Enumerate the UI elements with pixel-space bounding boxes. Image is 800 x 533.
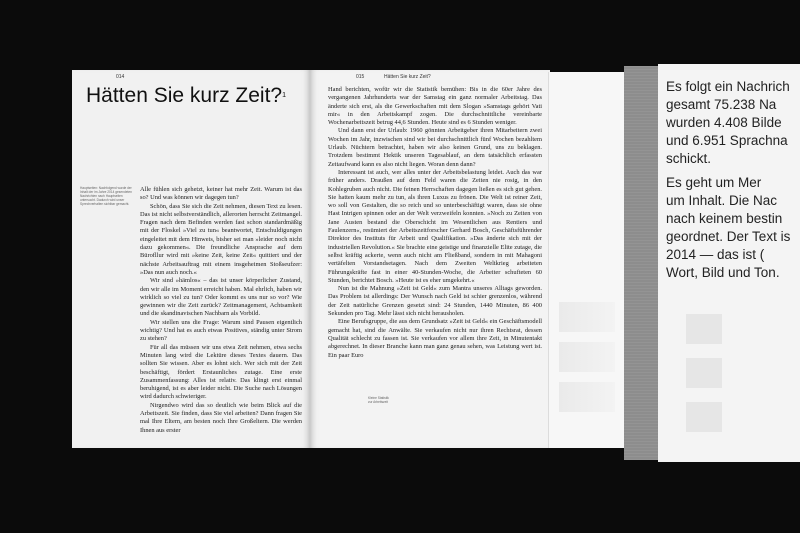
far-line: Es folgt ein Nachrich xyxy=(666,79,790,94)
paragraph: Alle fühlen sich gehetzt, keiner hat mehr Zeit. Warum ist das so? Und was können wir dagegen tun? xyxy=(140,186,302,202)
article-title-text: Hätten Sie kurz Zeit? xyxy=(86,84,283,107)
paragraph: Eine Berufsgruppe, die aus dem Grundsatz »Zeit ist Geld« ein Geschäftsmodell gemacht hat, sind die Anwälte. Sie verkaufen nicht nur ihren Rechtsrat, dessen Qualität schlecht zu fassen ist. Sie verkaufen vor allem ihre Zeit, in Minutentakt abgerechnet. In dieser Branche kann man ganz genau sehen, was Leistung wert ist. Ein paar Euro xyxy=(328,318,542,359)
paragraph: Wir sind »hämlos« – das ist unser körperlicher Zustand, den wir alle im Moment erreicht haben. Mal ehrlich, haben wir wirklich so viel zu tun? Oder kommt es uns nur so vor? Wie gewinnen wir die Zeit zurück? Zeitmanagement, Achtsamkeit und die skandinavischen Nachbarn als Vorbild. xyxy=(140,277,302,318)
far-block xyxy=(686,314,722,344)
far-line: geordnet. Der Text is xyxy=(666,229,791,244)
far-line: und 6.951 Sprachna xyxy=(666,133,788,148)
left-page xyxy=(72,70,310,448)
far-line: schickt. xyxy=(666,151,712,166)
left-body-column xyxy=(140,186,302,435)
strip-block xyxy=(559,382,615,412)
far-block xyxy=(686,358,722,388)
paragraph: Schön, dass Sie sich die Zeit nehmen, diesen Text zu lesen. Das ist nicht selbstverständlich, allerorten herrscht Zeitmangel. Fragen nach dem Befinden werden fast schon standardmäßig mit der Floskel »Viel zu tun« beantwortet, Entschuldigungen eingeleitet mit dem Hinweis, bisher sei man »leider noch nicht dazu gekommen«. Die freundliche Ansprache auf dem Bürofllur wird mit »keine Zeit, keine Zeit« quittiert und der nächste Arbeitsauftrag mit einem insgeheimen Stoßseufzer: »Das nun auch noch.« xyxy=(140,202,302,276)
far-line: wurden 4.408 Bilde xyxy=(666,115,782,130)
far-right-page xyxy=(658,64,800,462)
strip-block xyxy=(559,342,615,372)
far-page-blocks xyxy=(686,314,722,446)
paragraph: Für all das müssen wir uns etwa Zeit nehmen, etwa sechs Minuten lang wird die Lektüre dieses Textes dauern. Das sollten Sie wissen. Aber es lohnt sich. Wer sich mit der Zeit beschäftigt, fördert Erstaunliches zutage. Eine erste Zusammenfassung: Alles ist relativ. Das klingt erst einmal beruhigend, ist es aber leider nicht. Die Suche nach Lösungen wird dadurch schwieriger. xyxy=(140,343,302,401)
far-page-text xyxy=(666,78,800,282)
side-note-2: Kleine Statistik zur Arbeitszeit xyxy=(368,396,389,404)
right-body-column xyxy=(328,86,542,360)
page-number-right: 015 xyxy=(356,74,365,80)
paragraph: Und dann erst der Urlaub: 1960 gönnten Arbeitgeber ihren Mitarbeitern zwei Wochen im Jahr, inzwischen sind wir bei durchschnittlich fünf Wochen bezahltem Urlaub. Nüchtern betrachtet, haben wir also keinen Grund, uns zu beklagen. Trotzdem bestimmt Hektik unseren Tagesablauf, an dem tatsächlich erfassten Zeitaufwand kann es also nicht liegen. Woran denn dann? xyxy=(328,127,542,168)
paragraph: Interessant ist auch, wer alles unter der Arbeitsbelastung leidet. Auch das war früher anders. Draußen auf dem Feld waren die Zeiten nie rosig, in den Kohlegruben auch nicht. Die feinen Herrschaften dagegen ließen es sich gut gehen. Sie hatten kaum mehr zu tun, als ihren Luxus zu frönen. Die Welt ist reiner Zeit, wo soll von Gestalten, die so reich und so unterbeschäftigt waren, dass sie ohne Hast Intrigen spinnen oder an der Welt verzweifeln konnten. »Noch zu Zeiten von Jane Austen bestand die Oberschicht im Wesentlichen aus Rentiers und Faulenzern«, resümiert der Arbeitszeitforscher Gerhard Bosch, Geschäftsführender Direktor des Instituts für Arbeit und Qualifikation. »Das änderte sich mit der industriellen Revolution.« Sie brachte eine geistige und finanzielle Elite zutage, die selbst kräftig ackerte, wenn auch nicht am Fließband, sondern in mit Mahagoni vertäfelten Vorstandsetagen. Nach dem Zweiten Weltkrieg arbeiteten Führungskräfte fast in einer 40-Stunden-Woche, die Arbeiter schufteten 60 Stunden, berichtet Bosch. »Heute ist es eher umgekehrt.« xyxy=(328,168,542,284)
far-line: Es geht um Mer xyxy=(666,175,762,190)
side-note: Hauptseiten: Nachfolgend wurde der Inhalt der im Jahre 2014 gesendeten Nachrichten nach Hauptseiten untersucht. Dadurch wird unser Sprechverhalten sichtbar gemacht. xyxy=(80,186,132,206)
next-page-edge xyxy=(548,72,627,448)
far-line: um Inhalt. Die Nac xyxy=(666,193,778,208)
far-line: 2014 — das ist ( xyxy=(666,247,765,262)
paragraph: Nun ist die Mahnung »Zeit ist Geld« zum Mantra unseres Alltags geworden. Das Problem ist allerdings: Der Wunsch nach Geld ist schier grenzenlos, während der Zeit natürliche Grenzen gesetzt sind: 24 Stunden, 1440 Minuten, 86 400 Sekunden pro Tag. Mehr lässt sich nicht herausholen. xyxy=(328,285,542,318)
strip-blocks xyxy=(559,302,615,422)
paragraph: Wir stellen uns die Frage: Warum sind Pausen eigentlich wichtig? Und hat es auch etwas Positives, ständig unter Strom zu stehen? xyxy=(140,318,302,343)
far-line: gesamt 75.238 Na xyxy=(666,97,777,112)
footnote-mark: 1 xyxy=(282,92,286,99)
article-title xyxy=(86,84,286,108)
page-number-left: 014 xyxy=(116,74,125,80)
far-line: nach keinem bestin xyxy=(666,211,783,226)
book-cover-edge xyxy=(624,66,660,460)
paragraph: Hand berichten, wofür wir die Statistik bemühen: Bis in die 60er Jahre des vergangenen Jahrhunderts war der Samstag ein ganz normaler Arbeitstag. Das änderte sich erst, als die Gewerkschaften mit dem Slogan »Samstags gehört Vati mir« in den Arbeitskampf zogen. Die durchschnittliche vereinbarte Wochenarbeitszeit betrug 44,6 Stunden. Heute sind es 6 Stunden weniger. xyxy=(328,86,542,127)
paragraph: Nirgendwo wird das so deutlich wie beim Blick auf die Arbeitszeit. Sie finden, dass Sie viel arbeiten? Dann fragen Sie mal Ihre Eltern, am besten noch Ihre Großeltern. Die werden Ihnen aus erster xyxy=(140,401,302,434)
right-page xyxy=(310,70,550,448)
far-line: Wort, Bild und Ton. xyxy=(666,265,780,280)
running-head: Hätten Sie kurz Zeit? xyxy=(384,74,431,80)
strip-block xyxy=(559,302,615,332)
far-block xyxy=(686,402,722,432)
